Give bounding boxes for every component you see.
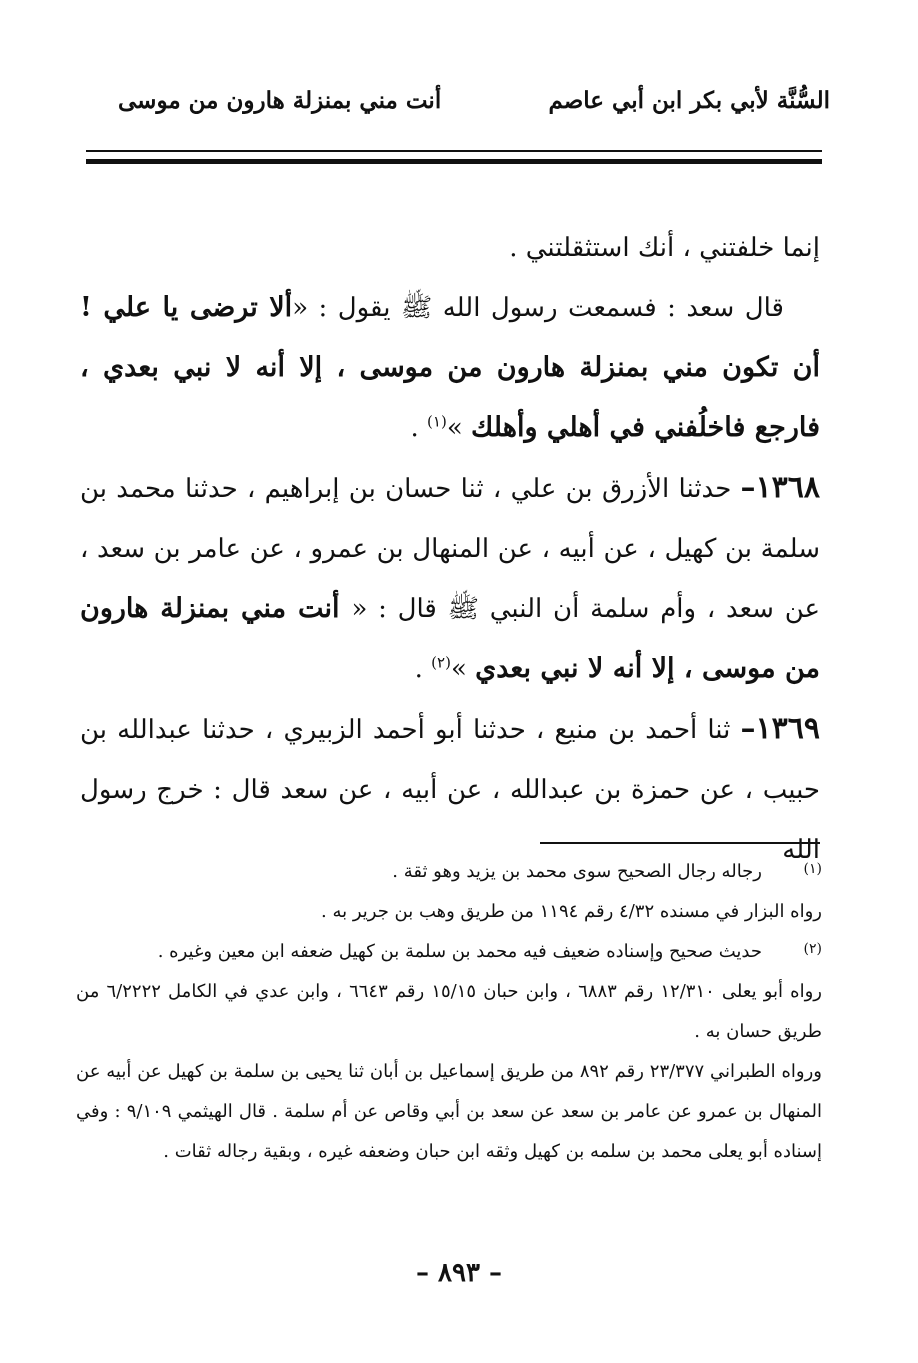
running-header — [118, 78, 830, 122]
hadith-number: ١٣٦٩– — [740, 711, 820, 746]
footnote-line: رواه البزار في مسنده ٤/٣٢ رقم ١١٩٤ من طريق وهب بن جرير به . — [321, 901, 822, 922]
isnad-text: ثنا أحمد بن منيع ، حدثنا أبو أحمد الزبيري ، حدثنا عبدالله بن حبيب ، عن حمزة بن عبدالله ، عن أبيه ، عن سعد قال : خرج رسول الله — [80, 715, 820, 865]
hadith-quote: أنت مني بمنزلة هارون من موسى ، إلا أنه لا نبي بعدي — [80, 593, 820, 684]
footnote-mark: (٢) — [803, 941, 822, 957]
footnote-ref-2[interactable]: (٢) — [431, 653, 451, 672]
paragraph-continuation: إنما خلفتني ، أنك استثقلتني . — [509, 233, 820, 263]
footnote-1 — [76, 852, 822, 892]
footnote-line: رواه أبو يعلى ١٢/٣١٠ رقم ٦٨٨٣ ، وابن حبان ١٥/١٥ رقم ٦٦٤٣ ، وابن عدي في الكامل ٦/٢٢٢٢ من طريق حسان به . — [76, 981, 822, 1042]
footnote-body — [76, 932, 762, 972]
page-number: – ٨٩٣ – — [415, 1258, 503, 1288]
footnote-body — [76, 852, 762, 892]
hadith-number: ١٣٦٨– — [740, 470, 820, 505]
main-text — [80, 218, 820, 880]
quote-close: » — [446, 413, 463, 443]
quote-close: » — [450, 654, 476, 684]
footnote-ref-1[interactable]: (١) — [427, 412, 447, 431]
footnote-separator — [540, 842, 820, 844]
hadith-1368 — [80, 458, 820, 699]
paragraph-saad — [80, 278, 820, 458]
isnad-text: حدثنا الأزرق بن علي ، ثنا حسان بن إبراهيم ، حدثنا محمد بن سلمة بن كهيل ، عن أبيه ، عن المنهال بن عمرو ، عن عامر بن سعد ، عن سعد ، وأم سلمة أن النبي ﷺ قال : « — [80, 474, 821, 624]
footnote-line: ورواه الطبراني ٢٣/٣٧٧ رقم ٨٩٢ من طريق إسماعيل بن أبان ثنا يحيى بن سلمة بن كهيل عن أبيه عن المنهال بن عمرو عن عامر بن سعد عن سعد بن أبي وقاص عن أم سلمة . قال الهيثمي ٩/١٠٩ : وفي إسناده أبو يعلى محمد بن سلمه بن كهيل وثقه ابن حبان وضعفه غيره ، وبقية رجاله ثقات . — [76, 1061, 822, 1162]
sentence-end: . — [414, 654, 432, 684]
footnote-2-continued — [76, 972, 822, 1172]
footnotes — [76, 852, 822, 1172]
hadith-quote: ألا ترضى يا علي ! أن تكون مني بمنزلة هارون من موسى ، إلا أنه لا نبي بعدي ، فارجع فاخلُفني في أهلي وأهلك — [80, 292, 820, 443]
sentence-end: . — [410, 413, 428, 443]
footnote-mark: (١) — [803, 861, 822, 877]
header-rule-thin — [86, 150, 822, 152]
narration-lead: قال سعد : فسمعت رسول الله ﷺ يقول : « — [292, 293, 784, 323]
chapter-title: أنت مني بمنزلة هارون من موسى — [118, 86, 442, 114]
footnote-1-continued — [76, 892, 822, 932]
header-rule-thick — [86, 159, 822, 164]
footnote-line: حديث صحيح وإسناده ضعيف فيه محمد بن سلمة بن كهيل ضعفه ابن معين وغيره . — [157, 941, 762, 962]
footnote-line: رجاله رجال الصحيح سوى محمد بن يزيد وهو ثقة . — [392, 861, 762, 882]
footnote-2 — [76, 932, 822, 972]
book-title: السُّنَّة لأبي بكر ابن أبي عاصم — [548, 86, 830, 114]
